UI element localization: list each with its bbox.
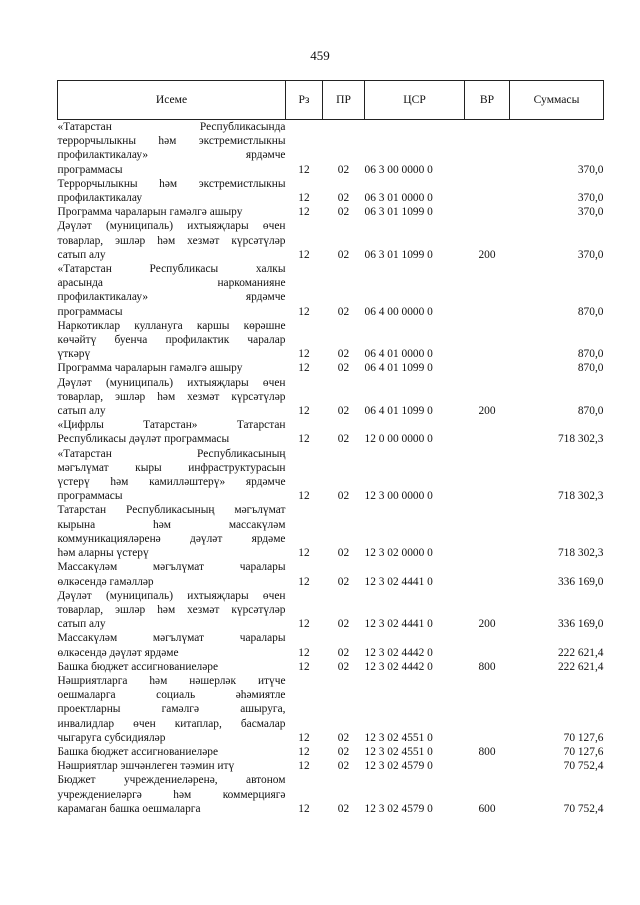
row-name-line: оешмаларга социаль әһәмиятле bbox=[57, 689, 286, 702]
table-row bbox=[58, 177, 604, 205]
row-name-line: террорчылыкны һәм экстремистлыкны bbox=[57, 135, 286, 148]
row-rz: 12 bbox=[298, 305, 310, 318]
table-body bbox=[58, 120, 604, 816]
row-pr: 02 bbox=[337, 731, 350, 744]
table-header-row bbox=[58, 81, 604, 120]
row-pr: 02 bbox=[337, 802, 350, 815]
row-pr: 02 bbox=[337, 163, 350, 176]
row-rz: 12 bbox=[298, 192, 310, 205]
row-name-line: профилактикалау» ярдәмче bbox=[57, 149, 286, 162]
row-name-line: үткәрү bbox=[57, 348, 91, 361]
row-vr bbox=[465, 631, 510, 659]
row-name bbox=[58, 560, 286, 588]
row-sum: 70 752,4 bbox=[563, 760, 604, 773]
row-rz: 12 bbox=[298, 362, 310, 375]
row-csr: 06 3 01 1099 0 bbox=[364, 206, 433, 219]
table-row bbox=[58, 745, 604, 759]
row-name bbox=[58, 660, 286, 674]
row-name-line: Программа чараларын гамәлгә ашыру bbox=[57, 362, 243, 375]
table-row bbox=[58, 560, 604, 588]
row-csr: 12 3 02 0000 0 bbox=[364, 547, 433, 560]
row-name-line: «Цифрлы Татарстан» Татарстан bbox=[57, 419, 286, 432]
row-name bbox=[58, 745, 286, 759]
row-rz: 12 bbox=[298, 490, 310, 503]
row-rz: 12 bbox=[298, 248, 310, 261]
row-pr: 02 bbox=[337, 362, 350, 375]
row-rz: 12 bbox=[298, 731, 310, 744]
row-rz: 12 bbox=[298, 575, 310, 588]
table-row bbox=[58, 589, 604, 632]
row-sum: 70 127,6 bbox=[563, 745, 604, 758]
row-sum: 370,0 bbox=[577, 163, 604, 176]
row-sum: 222 621,4 bbox=[557, 660, 604, 673]
row-csr: 12 3 02 4442 0 bbox=[364, 660, 433, 673]
header-csr: ЦСР bbox=[365, 81, 465, 120]
header-pr: ПР bbox=[323, 81, 365, 120]
row-rz: 12 bbox=[298, 802, 310, 815]
row-rz: 12 bbox=[298, 618, 310, 631]
row-csr: 06 4 01 1099 0 bbox=[364, 362, 433, 375]
table-row bbox=[58, 631, 604, 659]
row-name bbox=[58, 361, 286, 375]
row-name-line: һәм аларны үстерү bbox=[57, 547, 149, 560]
row-name-line: профилактикалау bbox=[57, 192, 143, 205]
row-vr bbox=[465, 418, 510, 446]
row-csr: 12 3 02 4551 0 bbox=[364, 731, 433, 744]
row-name bbox=[58, 219, 286, 262]
row-name bbox=[58, 773, 286, 816]
row-name-line: «Татарстан Республикасында bbox=[57, 121, 286, 133]
row-csr: 12 0 00 0000 0 bbox=[364, 433, 433, 446]
row-name-line: сатып алу bbox=[57, 405, 106, 418]
row-pr: 02 bbox=[337, 745, 350, 758]
row-vr bbox=[465, 674, 510, 745]
row-csr: 06 3 01 1099 0 bbox=[364, 248, 433, 261]
row-pr: 02 bbox=[337, 348, 350, 361]
row-name-line: программасы bbox=[57, 305, 123, 318]
row-name-line: профилактикалау» ярдәмче bbox=[57, 291, 286, 304]
row-csr: 12 3 02 4579 0 bbox=[364, 760, 433, 773]
row-sum: 70 127,6 bbox=[563, 731, 604, 744]
row-name-line: өлкәсендә дәүләт ярдәме bbox=[57, 646, 179, 659]
row-pr: 02 bbox=[337, 248, 350, 261]
row-pr: 02 bbox=[337, 646, 350, 659]
row-sum: 336 169,0 bbox=[557, 618, 604, 631]
row-vr: 200 bbox=[478, 405, 496, 418]
table-row bbox=[58, 205, 604, 219]
row-rz: 12 bbox=[298, 646, 310, 659]
table-row bbox=[58, 674, 604, 745]
row-name-line: товарлар, эшләр һәм хезмәт күрсәтүләр bbox=[57, 603, 286, 616]
row-name-line: Наркотиклар куллануга каршы көрәшне bbox=[57, 319, 286, 332]
row-vr bbox=[465, 319, 510, 362]
row-name-line: мәгълүмат кыры инфраструктурасын bbox=[57, 461, 286, 474]
row-csr: 12 3 02 4579 0 bbox=[364, 802, 433, 815]
row-csr: 12 3 02 4442 0 bbox=[364, 646, 433, 659]
row-name-line: көчәйтү буенча профилактик чаралар bbox=[57, 334, 286, 347]
table-row bbox=[58, 376, 604, 419]
row-name-line: программасы bbox=[57, 490, 123, 503]
row-vr bbox=[465, 560, 510, 588]
header-name: Исеме bbox=[58, 81, 286, 120]
page-number: 459 bbox=[310, 48, 330, 63]
table-row bbox=[58, 418, 604, 446]
row-vr bbox=[465, 120, 510, 177]
row-name bbox=[58, 631, 286, 659]
row-vr bbox=[465, 361, 510, 375]
row-csr: 12 3 02 4441 0 bbox=[364, 575, 433, 588]
row-vr: 600 bbox=[478, 802, 496, 815]
row-vr bbox=[465, 447, 510, 504]
row-name-line: Массакүләм мәгълүмат чаралары bbox=[57, 561, 286, 574]
row-rz: 12 bbox=[298, 547, 310, 560]
row-name-line: үстерү һәм камилләштерү» ярдәмче bbox=[57, 476, 286, 489]
table-row bbox=[58, 262, 604, 319]
row-csr: 12 3 00 0000 0 bbox=[364, 490, 433, 503]
row-name bbox=[58, 447, 286, 504]
row-name-line: инвалидлар өчен китаплар, басмалар bbox=[57, 717, 286, 730]
table-row bbox=[58, 319, 604, 362]
row-pr: 02 bbox=[337, 490, 350, 503]
row-name bbox=[58, 262, 286, 319]
row-name-line: Дәүләт (муниципаль) ихтыяҗлары өчен bbox=[57, 589, 286, 602]
row-pr: 02 bbox=[337, 433, 350, 446]
row-rz: 12 bbox=[298, 760, 310, 773]
row-name-line: Дәүләт (муниципаль) ихтыяҗлары өчен bbox=[57, 376, 286, 389]
row-pr: 02 bbox=[337, 760, 350, 773]
row-name-line: Дәүләт (муниципаль) ихтыяҗлары өчен bbox=[57, 220, 286, 233]
row-vr: 800 bbox=[478, 660, 496, 673]
row-pr: 02 bbox=[337, 192, 350, 205]
row-name-line: сатып алу bbox=[57, 248, 106, 261]
row-name-line: Массакүләм мәгълүмат чаралары bbox=[57, 632, 286, 645]
row-csr: 06 3 01 0000 0 bbox=[364, 192, 433, 205]
row-sum: 222 621,4 bbox=[557, 646, 604, 659]
row-rz: 12 bbox=[298, 348, 310, 361]
row-csr: 06 4 01 1099 0 bbox=[364, 405, 433, 418]
row-name bbox=[58, 376, 286, 419]
row-name-line: өлкәсендә гамәлләр bbox=[57, 575, 154, 588]
row-name-line: программасы bbox=[57, 163, 123, 176]
row-name-line: кырына һәм массакүләм bbox=[57, 518, 286, 531]
row-name-line: Нәшриятлар эшчәнлеген тәэмин итү bbox=[57, 760, 235, 773]
row-sum: 870,0 bbox=[577, 405, 604, 418]
row-name-line: Нәшриятларга һәм нәшерләк итүче bbox=[57, 674, 286, 687]
row-pr: 02 bbox=[337, 547, 350, 560]
budget-table bbox=[57, 80, 604, 816]
row-name-line: Республикасы дәүләт программасы bbox=[57, 433, 230, 446]
row-sum: 870,0 bbox=[577, 362, 604, 375]
row-pr: 02 bbox=[337, 405, 350, 418]
row-name-line: Башка бюджет ассигнованиеләре bbox=[57, 660, 219, 673]
row-csr: 12 3 02 4551 0 bbox=[364, 745, 433, 758]
row-sum: 336 169,0 bbox=[557, 575, 604, 588]
row-sum: 718 302,3 bbox=[557, 433, 604, 446]
header-rz: Рз bbox=[286, 81, 323, 120]
row-pr: 02 bbox=[337, 618, 350, 631]
row-vr: 200 bbox=[478, 248, 496, 261]
row-name-line: «Татарстан Республикасының bbox=[57, 447, 286, 460]
row-vr bbox=[465, 759, 510, 773]
row-sum: 370,0 bbox=[577, 248, 604, 261]
row-name-line: арасында наркоманияне bbox=[57, 277, 286, 290]
row-name-line: чыгаруга субсидияләр bbox=[57, 731, 166, 744]
row-name bbox=[58, 120, 286, 177]
row-name bbox=[58, 759, 286, 773]
row-sum: 870,0 bbox=[577, 348, 604, 361]
table-row bbox=[58, 773, 604, 816]
row-name-line: сатып алу bbox=[57, 618, 106, 631]
row-csr: 06 4 01 0000 0 bbox=[364, 348, 433, 361]
row-pr: 02 bbox=[337, 575, 350, 588]
table-row bbox=[58, 219, 604, 262]
row-csr: 06 4 00 0000 0 bbox=[364, 305, 433, 318]
row-csr: 06 3 00 0000 0 bbox=[364, 163, 433, 176]
row-rz: 12 bbox=[298, 745, 310, 758]
row-name bbox=[58, 177, 286, 205]
row-sum: 370,0 bbox=[577, 192, 604, 205]
row-rz: 12 bbox=[298, 206, 310, 219]
row-sum: 870,0 bbox=[577, 305, 604, 318]
row-sum: 718 302,3 bbox=[557, 490, 604, 503]
row-rz: 12 bbox=[298, 405, 310, 418]
header-vr: ВР bbox=[465, 81, 510, 120]
table-row bbox=[58, 361, 604, 375]
row-rz: 12 bbox=[298, 660, 310, 673]
row-name bbox=[58, 418, 286, 446]
row-name-line: Террорчылыкны һәм экстремистлыкны bbox=[57, 177, 286, 190]
row-name bbox=[58, 503, 286, 560]
row-vr bbox=[465, 503, 510, 560]
row-name bbox=[58, 589, 286, 632]
header-sum: Суммасы bbox=[510, 81, 604, 120]
row-rz: 12 bbox=[298, 433, 310, 446]
row-sum: 370,0 bbox=[577, 206, 604, 219]
table-row bbox=[58, 503, 604, 560]
row-name-line: проектларны гамәлгә ашыруга, bbox=[57, 703, 286, 716]
row-name-line: коммуникацияләренә дәүләт ярдәме bbox=[57, 532, 286, 545]
row-vr bbox=[465, 177, 510, 205]
row-name-line: «Татарстан Республикасы халкы bbox=[57, 263, 286, 276]
row-pr: 02 bbox=[337, 206, 350, 219]
row-name-line: учреждениеләргә һәм коммерциягә bbox=[57, 788, 286, 801]
row-sum: 718 302,3 bbox=[557, 547, 604, 560]
row-vr bbox=[465, 262, 510, 319]
row-name-line: Бюджет учреждениеләренә, автоном bbox=[57, 774, 286, 787]
row-name-line: карамаган башка оешмаларга bbox=[57, 802, 201, 815]
row-pr: 02 bbox=[337, 305, 350, 318]
table-row bbox=[58, 759, 604, 773]
row-name-line: Татарстан Республикасының мәгълүмат bbox=[57, 504, 286, 517]
table-row bbox=[58, 120, 604, 177]
row-vr: 200 bbox=[478, 618, 496, 631]
row-rz: 12 bbox=[298, 163, 310, 176]
row-vr: 800 bbox=[478, 745, 496, 758]
row-name-line: Башка бюджет ассигнованиеләре bbox=[57, 745, 219, 758]
row-name-line: товарлар, эшләр һәм хезмәт күрсәтүләр bbox=[57, 234, 286, 247]
row-name-line: Программа чараларын гамәлгә ашыру bbox=[57, 206, 243, 219]
row-vr bbox=[465, 205, 510, 219]
row-name bbox=[58, 674, 286, 745]
row-pr: 02 bbox=[337, 660, 350, 673]
row-csr: 12 3 02 4441 0 bbox=[364, 618, 433, 631]
row-name bbox=[58, 205, 286, 219]
row-sum: 70 752,4 bbox=[563, 802, 604, 815]
table-row bbox=[58, 447, 604, 504]
table-row bbox=[58, 660, 604, 674]
row-name bbox=[58, 319, 286, 362]
row-name-line: товарлар, эшләр һәм хезмәт күрсәтүләр bbox=[57, 390, 286, 403]
